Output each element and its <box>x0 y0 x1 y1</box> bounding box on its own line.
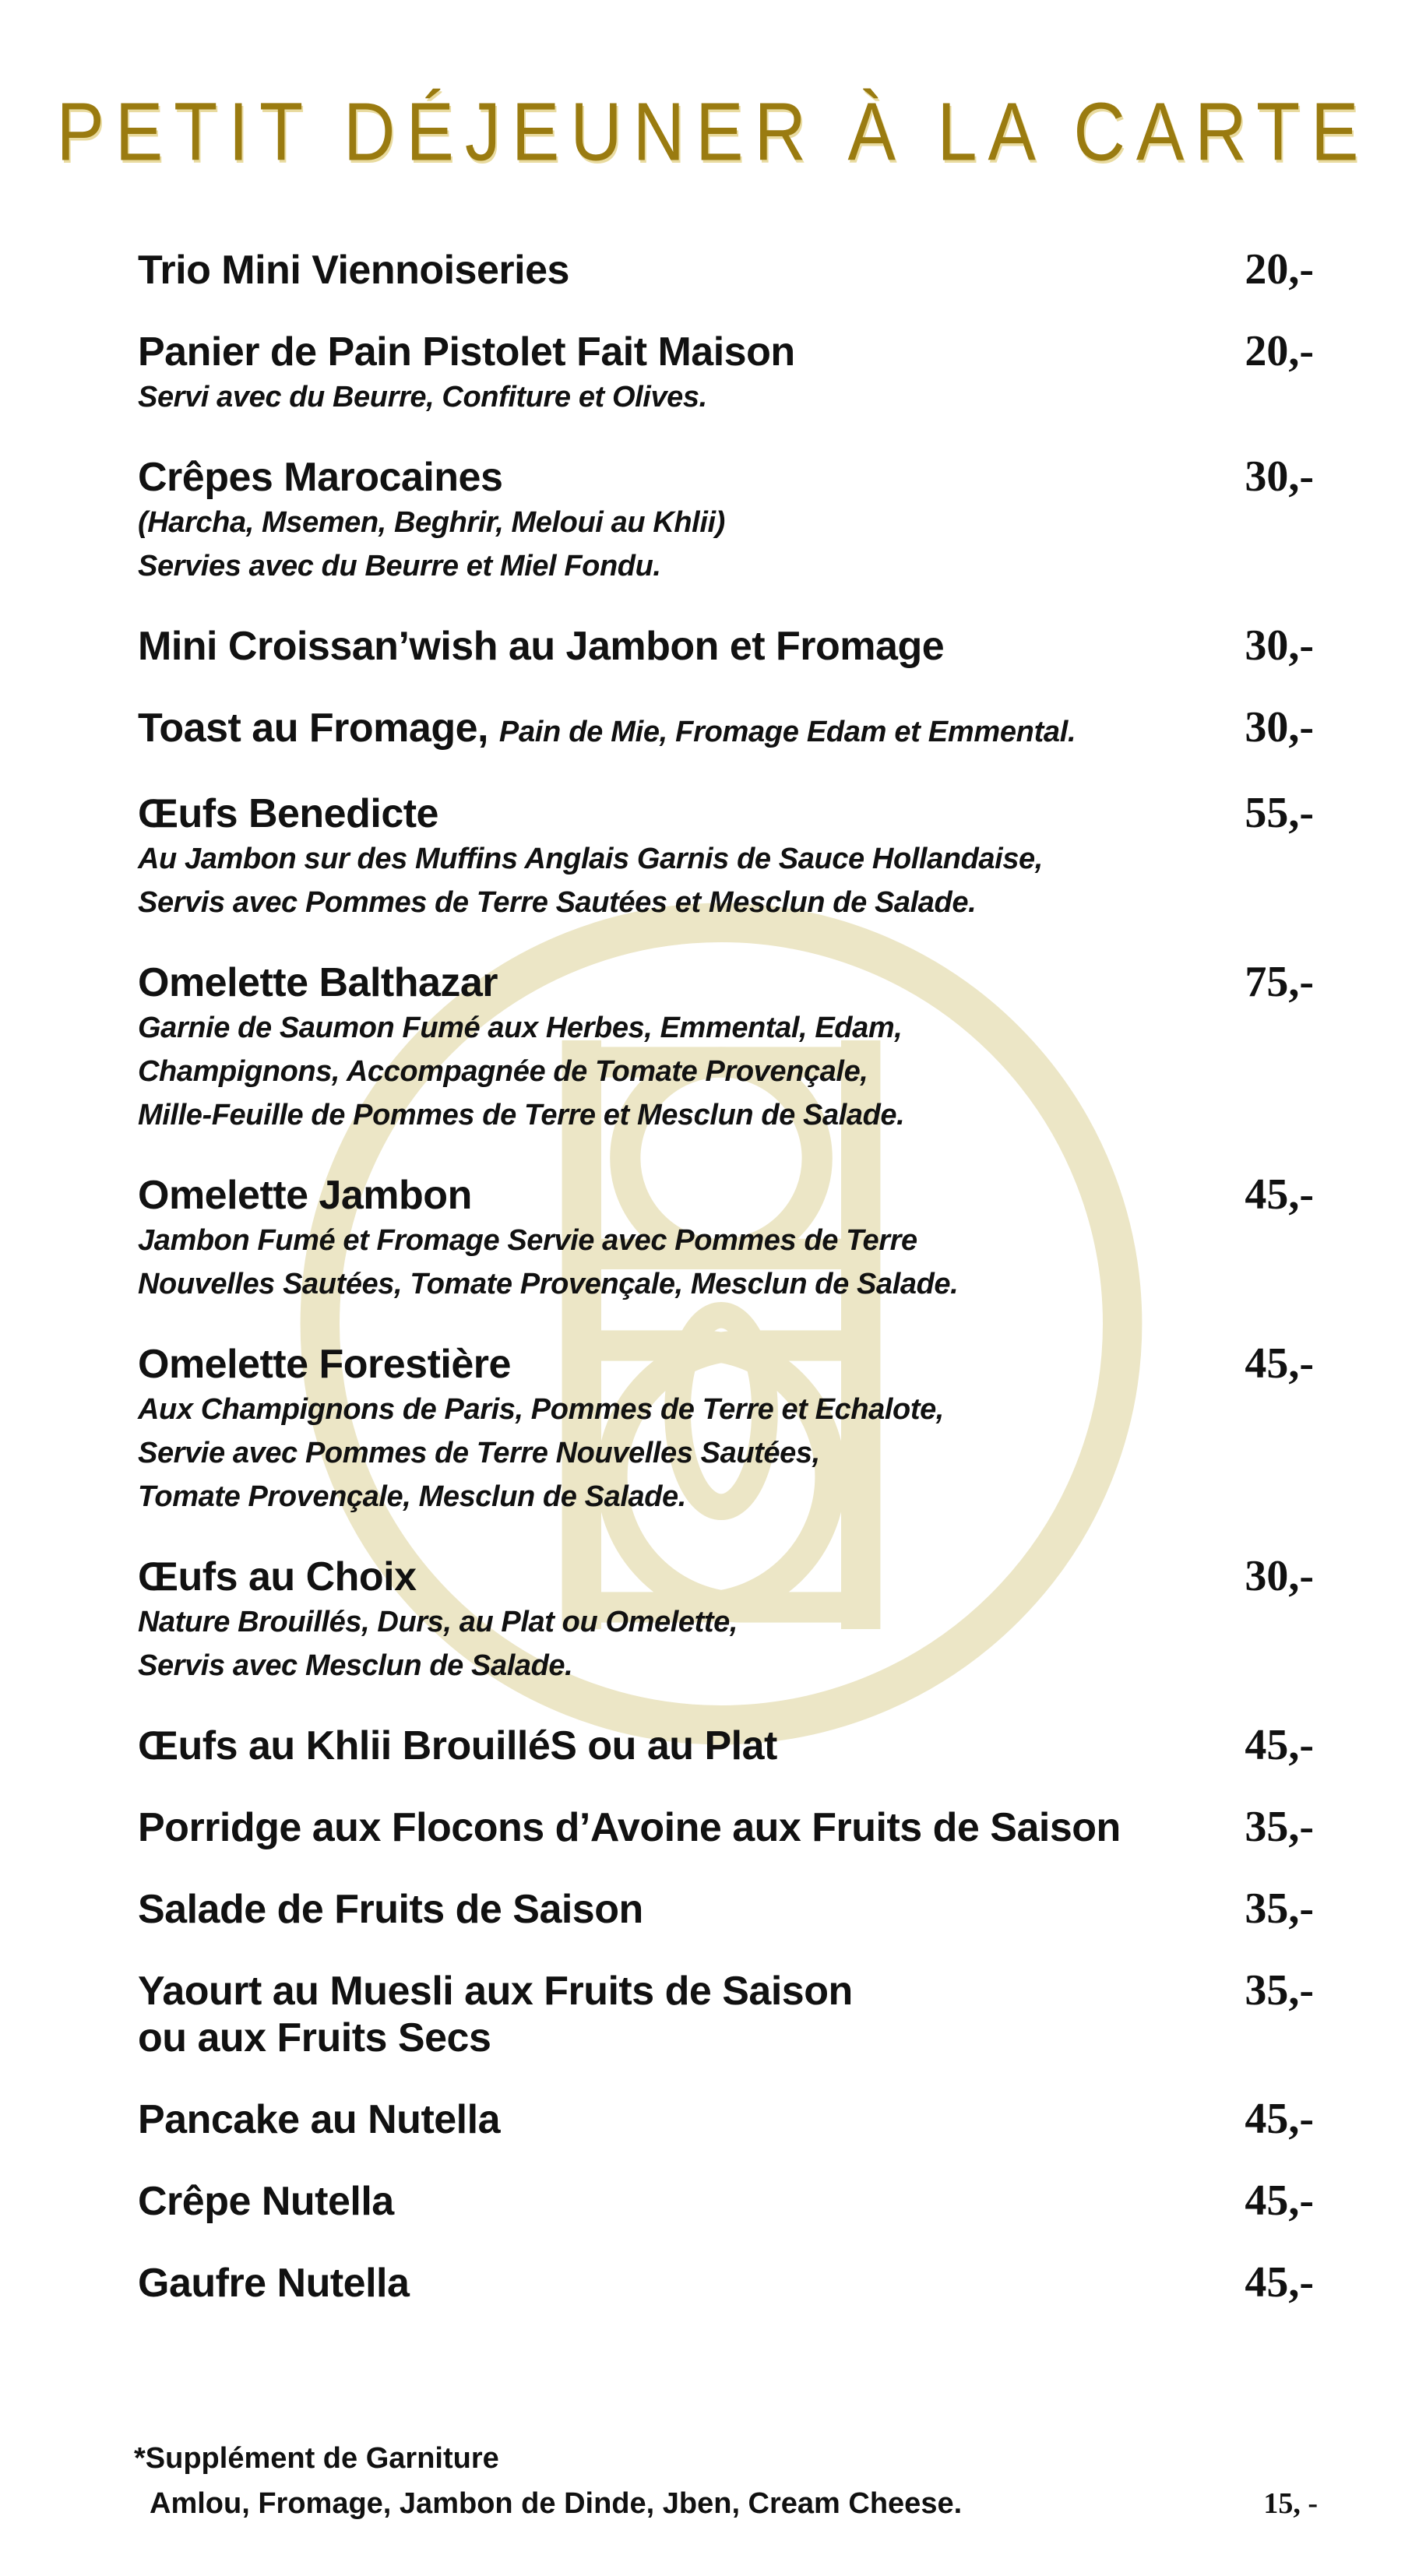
menu-item-price: 20,- <box>1245 327 1314 375</box>
menu-item-name <box>138 959 498 1006</box>
menu-item-row <box>138 959 1314 1006</box>
menu-item <box>138 1553 1314 1687</box>
item-name-text: Panier de Pain Pistolet Fait Maison <box>138 329 795 375</box>
menu-item-price: 30,- <box>1245 703 1314 751</box>
menu-item <box>138 246 1314 294</box>
menu-item-description: Garnie de Saumon Fumé aux Herbes, Emmental, Edam, <box>138 1012 903 1044</box>
menu-item-name <box>138 329 795 375</box>
menu-item-price: 45,- <box>1245 2177 1314 2225</box>
menu-item-price: 30,- <box>1245 1552 1314 1600</box>
menu-item <box>138 2177 1314 2225</box>
menu-item-description: Mille-Feuille de Pommes de Terre et Mesclun de Salade. <box>138 1099 905 1131</box>
supplement-price: 15, - <box>1263 2487 1318 2520</box>
menu-item-price: 55,- <box>1245 789 1314 837</box>
menu-item-row <box>138 2177 1314 2225</box>
menu-item-price: 35,- <box>1245 1966 1314 2015</box>
item-name-text: Crêpe Nutella <box>138 2179 394 2224</box>
supplement-list: Amlou, Fromage, Jambon de Dinde, Jben, Cream Cheese. <box>150 2487 963 2520</box>
menu-item-name <box>138 1968 853 2015</box>
menu-item-description: Champignons, Accompagnée de Tomate Provençale, <box>138 1055 868 1088</box>
page-title: PETIT DÉJEUNER À LA CARTE <box>56 86 1370 178</box>
menu-item <box>138 453 1314 588</box>
menu-item <box>138 704 1314 755</box>
menu-item <box>138 1885 1314 1933</box>
menu-item-description: Nature Brouillés, Durs, au Plat ou Omelette, <box>138 1606 738 1638</box>
menu-item <box>138 2259 1314 2307</box>
menu-item-row <box>138 1171 1314 1219</box>
menu-item-row <box>138 2096 1314 2143</box>
menu-item-price: 45,- <box>1245 2095 1314 2143</box>
menu-item-description: Jambon Fumé et Fromage Servie avec Pommes de Terre <box>138 1224 917 1257</box>
menu-item-description: Servi avec du Beurre, Confiture et Olives. <box>138 381 707 413</box>
menu-item-description: Nouvelles Sautées, Tomate Provençale, Mesclun de Salade. <box>138 1268 959 1300</box>
supplement-title: *Supplément de Garniture <box>134 2442 499 2475</box>
menu-item-price: 45,- <box>1245 2258 1314 2307</box>
menu-item <box>138 1722 1314 1769</box>
item-name-text: Omelette Jambon <box>138 1173 472 1218</box>
menu-item-name <box>138 1804 1121 1851</box>
menu-item-price: 45,- <box>1245 1339 1314 1388</box>
menu-item-description: Tomate Provençale, Mesclun de Salade. <box>138 1480 686 1513</box>
supplement-section <box>134 2436 1318 2526</box>
menu-item-name <box>138 1172 472 1219</box>
menu-item-row <box>138 1804 1314 1851</box>
item-name-text: Œufs au Choix <box>138 1554 417 1599</box>
menu-item-description: Servies avec du Beurre et Miel Fondu. <box>138 550 661 582</box>
menu-item <box>138 328 1314 419</box>
item-inline-desc: Pain de Mie, Fromage Edam et Emmental. <box>498 716 1076 748</box>
menu-item-row <box>138 1340 1314 1388</box>
menu-item-price: 45,- <box>1245 1721 1314 1769</box>
item-name-text: Gaufre Nutella <box>138 2261 410 2306</box>
item-name-text: Salade de Fruits de Saison <box>138 1887 643 1932</box>
menu-item-description: Au Jambon sur des Muffins Anglais Garnis de Sauce Hollandaise, <box>138 843 1043 875</box>
menu-item <box>138 622 1314 670</box>
menu-item <box>138 1340 1314 1519</box>
item-name-text: Omelette Balthazar <box>138 960 498 1005</box>
menu-item-row <box>138 2259 1314 2307</box>
menu-item-row <box>138 1553 1314 1600</box>
menu-item-price: 30,- <box>1245 452 1314 501</box>
menu-item-name <box>138 623 944 670</box>
item-name-text: Mini Croissan’wish au Jambon et Fromage <box>138 624 945 669</box>
item-name-text: Yaourt au Muesli aux Fruits de Saison <box>138 1969 853 2014</box>
menu-item-row <box>138 1885 1314 1933</box>
menu-item-row <box>138 328 1314 375</box>
menu-item-name <box>138 2096 500 2143</box>
menu-item <box>138 959 1314 1137</box>
menu-item-name <box>138 2260 409 2307</box>
menu-item-name <box>138 247 569 294</box>
menu-item <box>138 2096 1314 2143</box>
menu-item-row <box>138 246 1314 294</box>
menu-item-name <box>138 454 502 501</box>
menu-item-description: Servie avec Pommes de Terre Nouvelles Sautées, <box>138 1437 820 1469</box>
item-name-text: Œufs au Khlii BrouilléS ou au Plat <box>138 1723 777 1768</box>
menu-item-name <box>138 2178 394 2225</box>
item-name-text: Toast au Fromage, <box>138 706 488 751</box>
menu-item-row <box>138 704 1314 755</box>
menu-item-description: Aux Champignons de Paris, Pommes de Terre et Echalote, <box>138 1393 944 1426</box>
menu-item <box>138 1967 1314 2061</box>
menu-item-name <box>138 1341 511 1388</box>
menu-item <box>138 1171 1314 1306</box>
menu-list <box>138 246 1314 2341</box>
menu-item-row <box>138 790 1314 837</box>
menu-item-price: 35,- <box>1245 1884 1314 1933</box>
menu-item-name <box>138 1554 417 1600</box>
item-name-text: Omelette Forestière <box>138 1342 511 1387</box>
menu-item-description: Servis avec Mesclun de Salade. <box>138 1649 573 1682</box>
menu-item-row <box>138 1967 1314 2015</box>
menu-item-price: 30,- <box>1245 621 1314 670</box>
menu-item-name <box>138 790 438 837</box>
supplement-row <box>134 2481 1318 2526</box>
menu-item-description: (Harcha, Msemen, Beghrir, Meloui au Khlii) <box>138 506 725 539</box>
menu-item-price: 35,- <box>1245 1803 1314 1851</box>
menu-item-row <box>138 1722 1314 1769</box>
menu-item-row <box>138 453 1314 501</box>
item-name-text: Porridge aux Flocons d’Avoine aux Fruits de Saison <box>138 1805 1121 1850</box>
item-name-text: Trio Mini Viennoiseries <box>138 248 569 293</box>
menu-item-price: 45,- <box>1245 1170 1314 1219</box>
menu-item-row <box>138 622 1314 670</box>
menu-item <box>138 790 1314 924</box>
menu-item <box>138 1804 1314 1851</box>
menu-item-name <box>138 705 1076 755</box>
item-name-text: Œufs Benedicte <box>138 791 438 836</box>
menu-item-name-line2: ou aux Fruits Secs <box>138 2015 491 2060</box>
menu-item-name <box>138 1886 643 1933</box>
menu-item-price: 75,- <box>1245 958 1314 1006</box>
item-name-text: Crêpes Marocaines <box>138 455 503 500</box>
menu-item-price: 20,- <box>1245 245 1314 294</box>
item-name-text: Pancake au Nutella <box>138 2097 500 2142</box>
menu-item-name <box>138 1723 777 1769</box>
menu-item-description: Servis avec Pommes de Terre Sautées et Mesclun de Salade. <box>138 886 977 919</box>
